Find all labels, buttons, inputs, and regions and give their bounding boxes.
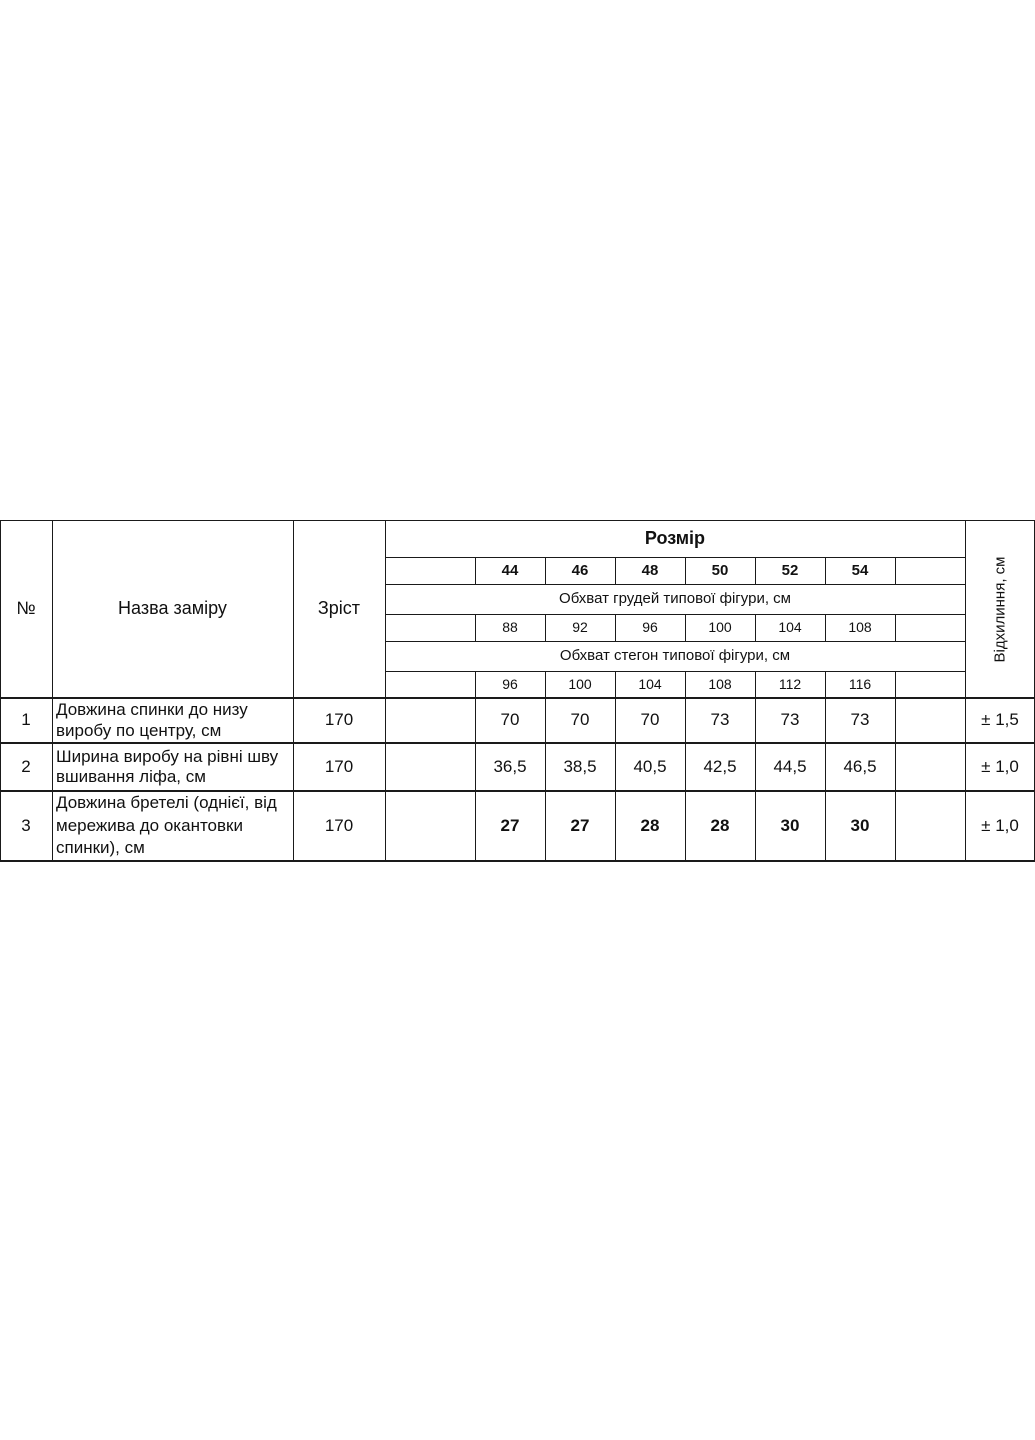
row-tolerance: ± 1,0	[981, 815, 1019, 835]
row-no: 2	[21, 756, 31, 776]
size-value: 46	[571, 561, 589, 579]
row-no: 1	[21, 710, 31, 730]
size-value: 54	[851, 561, 869, 579]
row-value: 40,5	[633, 756, 667, 776]
row-value: 28	[640, 815, 660, 835]
row-value: 30	[780, 815, 800, 835]
row-value: 27	[570, 815, 590, 835]
header-deviation: Відхилиння, см	[991, 556, 1009, 662]
hips-value: 116	[848, 676, 872, 693]
row-value: 27	[500, 815, 520, 835]
row-name: Довжина бретелі (однієї, від мережива до окантовки спинки), см	[56, 792, 277, 858]
chest-value: 92	[572, 619, 588, 636]
row-value: 44,5	[773, 756, 807, 776]
row-no: 3	[21, 815, 31, 835]
row-value: 73	[710, 710, 730, 730]
row-value: 73	[780, 710, 800, 730]
chest-value: 96	[642, 619, 658, 636]
row-height: 170	[324, 756, 354, 776]
hips-value: 104	[638, 676, 662, 693]
row-value: 70	[500, 710, 520, 730]
row-height: 170	[324, 710, 354, 730]
row-name: Ширина виробу на рівні шву вшивання ліфа, см	[56, 746, 279, 786]
row-value: 70	[640, 710, 660, 730]
size-table	[0, 520, 1035, 862]
hips-value: 108	[708, 676, 732, 693]
size-value: 44	[501, 561, 519, 579]
row-value: 70	[570, 710, 590, 730]
row-value: 30	[850, 815, 870, 835]
hips-label: Обхват стегон типової фігури, см	[559, 647, 791, 664]
header-no: №	[16, 598, 36, 619]
chest-label: Обхват грудей типової фігури, см	[559, 590, 791, 607]
header-size: Розмір	[644, 527, 706, 548]
hips-value: 100	[568, 676, 592, 693]
row-value: 46,5	[843, 756, 877, 776]
row-value: 73	[850, 710, 870, 730]
size-value: 50	[711, 561, 729, 579]
row-value: 28	[710, 815, 730, 835]
size-value: 48	[641, 561, 659, 579]
chest-value: 108	[848, 619, 872, 636]
row-value: 36,5	[493, 756, 527, 776]
hips-value: 112	[778, 676, 802, 693]
row-height: 170	[324, 815, 354, 835]
chest-value: 100	[708, 619, 732, 636]
row-value: 38,5	[563, 756, 597, 776]
row-name: Довжина спинки до низу виробу по центру, см	[56, 700, 248, 740]
size-value: 52	[781, 561, 799, 579]
row-tolerance: ± 1,0	[981, 756, 1019, 776]
chest-value: 88	[502, 619, 518, 636]
row-tolerance: ± 1,5	[981, 710, 1019, 730]
row-value: 42,5	[703, 756, 737, 776]
header-name: Назва заміру	[118, 598, 227, 619]
chest-value: 104	[778, 619, 802, 636]
header-height: Зріст	[317, 598, 361, 619]
hips-value: 96	[502, 676, 518, 693]
